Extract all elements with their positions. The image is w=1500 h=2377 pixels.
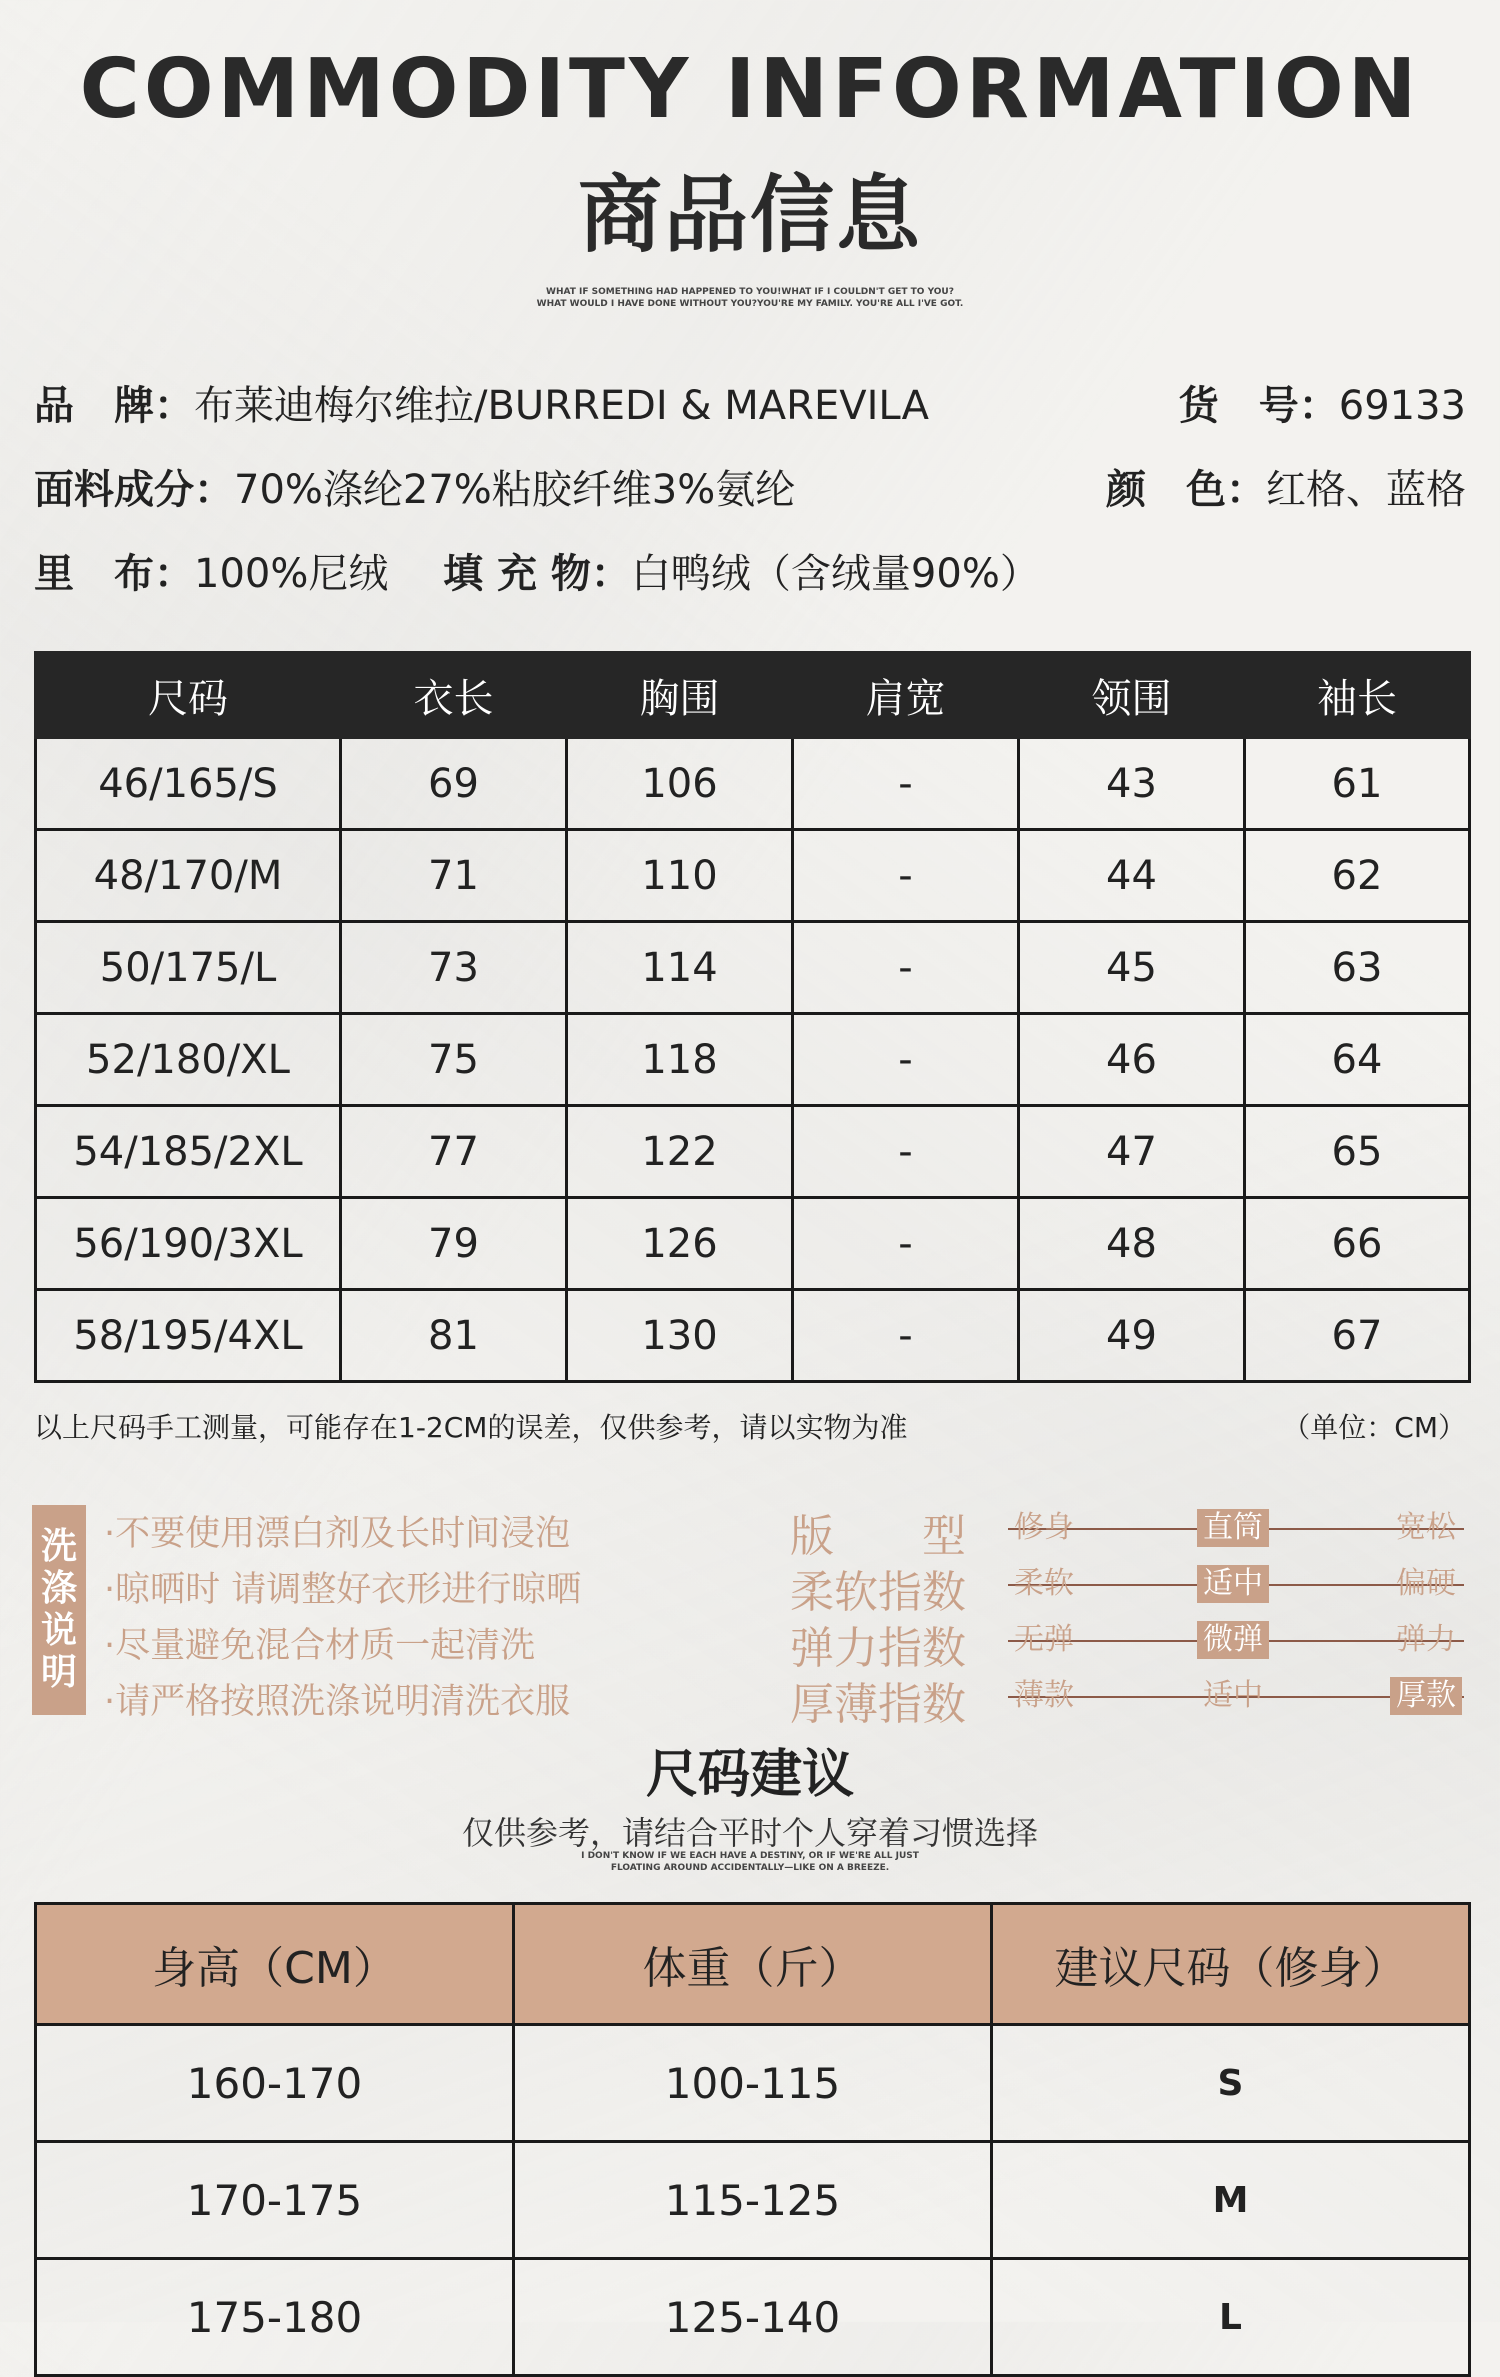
- cell-sleeve: 65: [1245, 1106, 1470, 1198]
- filling-value: 白鸭绒（含绒量90%）: [630, 551, 1040, 597]
- cell-shoulder: -: [793, 738, 1019, 830]
- index-label-softness: 柔软指数: [790, 1567, 966, 1618]
- sku-key: 货 号：: [1178, 383, 1339, 429]
- suggest-tagline: [0, 1850, 1500, 1874]
- table-row: [36, 2025, 1470, 2142]
- cell-size: 48/170/M: [36, 830, 341, 922]
- cell-weight: 125-140: [514, 2259, 992, 2376]
- wash-item: ·尽量避免混合材质一起清洗: [104, 1626, 536, 1666]
- cell-collar: 47: [1019, 1106, 1245, 1198]
- cell-chest: 118: [567, 1014, 793, 1106]
- index-option: 柔软: [1014, 1566, 1074, 1601]
- index-label-elasticity: 弹力指数: [790, 1623, 966, 1674]
- cell-chest: 122: [567, 1106, 793, 1198]
- header-length: 衣长: [341, 653, 567, 738]
- header-size: 尺码: [36, 653, 341, 738]
- table-row: [36, 1106, 1470, 1198]
- tagline-line-2: WHAT WOULD I HAVE DONE WITHOUT YOU?YOU'RE MY FAMILY. YOU'RE ALL I'VE GOT.: [536, 299, 964, 309]
- cell-collar: 43: [1019, 738, 1245, 830]
- header-chest: 胸围: [567, 653, 793, 738]
- cell-chest: 106: [567, 738, 793, 830]
- table-row: [36, 738, 1470, 830]
- cell-sleeve: 64: [1245, 1014, 1470, 1106]
- cell-size: 58/195/4XL: [36, 1290, 341, 1382]
- header-collar: 领围: [1019, 653, 1245, 738]
- cell-collar: 49: [1019, 1290, 1245, 1382]
- cell-sleeve: 61: [1245, 738, 1470, 830]
- cell-height: 170-175: [36, 2142, 514, 2259]
- cell-shoulder: -: [793, 1198, 1019, 1290]
- cell-length: 79: [341, 1198, 567, 1290]
- index-option: 直筒: [1197, 1509, 1269, 1547]
- header-sleeve: 袖长: [1245, 653, 1470, 738]
- cell-size: 54/185/2XL: [36, 1106, 341, 1198]
- header-shoulder: 肩宽: [793, 653, 1019, 738]
- cell-collar: 45: [1019, 922, 1245, 1014]
- wash-badge-char: 涤: [40, 1568, 77, 1609]
- wash-item: ·晾晒时 请调整好衣形进行晾晒: [104, 1570, 582, 1610]
- wash-badge-char: 明: [40, 1652, 77, 1693]
- header-weight: 体重（斤）: [514, 1904, 992, 2025]
- cell-weight: 100-115: [514, 2025, 992, 2142]
- cell-shoulder: -: [793, 1014, 1019, 1106]
- header-tagline: [0, 286, 1500, 310]
- cell-length: 77: [341, 1106, 567, 1198]
- cell-chest: 110: [567, 830, 793, 922]
- cell-size: 52/180/XL: [36, 1014, 341, 1106]
- lining-key: 里 布：: [34, 551, 194, 597]
- cell-shoulder: -: [793, 922, 1019, 1014]
- cell-size: 50/175/L: [36, 922, 341, 1014]
- size-table: [34, 651, 1471, 1383]
- index-label-thickness: 厚薄指数: [790, 1679, 966, 1730]
- table-row: [36, 830, 1470, 922]
- info-fabric: [34, 458, 795, 515]
- brand-value: 布莱迪梅尔维拉/BURREDI & MAREVILA: [194, 383, 929, 429]
- index-option: 厚款: [1390, 1677, 1462, 1715]
- cell-sleeve: 66: [1245, 1198, 1470, 1290]
- wash-badge-char: 说: [40, 1610, 77, 1651]
- cell-length: 69: [341, 738, 567, 830]
- info-color: [1106, 458, 1466, 515]
- wash-badge-char: 洗: [40, 1526, 77, 1567]
- lining-value: 100%尼绒: [194, 551, 389, 597]
- table-row: [36, 2142, 1470, 2259]
- cell-sleeve: 67: [1245, 1290, 1470, 1382]
- measure-note: 以上尺码手工测量，可能存在1-2CM的误差，仅供参考，请以实物为准: [34, 1411, 908, 1444]
- info-lining: [34, 542, 1040, 599]
- index-option: 修身: [1014, 1510, 1074, 1545]
- index-option: 无弹: [1014, 1622, 1074, 1657]
- cell-size: M: [992, 2142, 1470, 2259]
- page-title-cn: 商品信息: [577, 166, 922, 264]
- size-table-header: [36, 653, 1470, 738]
- wash-item: ·请严格按照洗涤说明清洗衣服: [104, 1682, 571, 1722]
- color-key: 颜 色：: [1106, 467, 1266, 513]
- wash-badge: [32, 1505, 86, 1715]
- cell-height: 160-170: [36, 2025, 514, 2142]
- table-row: [36, 1290, 1470, 1382]
- index-option: 适中: [1203, 1678, 1263, 1713]
- index-option: 宽松: [1396, 1510, 1456, 1545]
- brand-key: 品 牌：: [34, 383, 194, 429]
- cell-size: L: [992, 2259, 1470, 2376]
- cell-chest: 114: [567, 922, 793, 1014]
- info-brand: [34, 374, 929, 431]
- page-title-en: COMMODITY INFORMATION: [79, 42, 1421, 137]
- cell-collar: 48: [1019, 1198, 1245, 1290]
- cell-chest: 126: [567, 1198, 793, 1290]
- info-sku: [1179, 374, 1466, 431]
- index-option: 弹力: [1396, 1622, 1456, 1657]
- tagline-line-1: WHAT IF SOMETHING HAD HAPPENED TO YOU!WHAT IF I COULDN'T GET TO YOU?: [546, 287, 954, 297]
- header-height: 身高（CM）: [36, 1904, 514, 2025]
- table-row: [36, 2259, 1470, 2376]
- cell-size: 56/190/3XL: [36, 1198, 341, 1290]
- index-option: 微弹: [1197, 1621, 1269, 1659]
- cell-length: 71: [341, 830, 567, 922]
- table-row: [36, 1198, 1470, 1290]
- table-row: [36, 1014, 1470, 1106]
- cell-weight: 115-125: [514, 2142, 992, 2259]
- unit-label: （单位：CM）: [1282, 1411, 1466, 1444]
- cell-length: 81: [341, 1290, 567, 1382]
- cell-length: 73: [341, 922, 567, 1014]
- sku-value: 69133: [1338, 383, 1466, 429]
- cell-length: 75: [341, 1014, 567, 1106]
- fabric-value: 70%涤纶27%粘胶纤维3%氨纶: [234, 467, 796, 513]
- table-row: [36, 922, 1470, 1014]
- suggest-tagline-1: I DON'T KNOW IF WE EACH HAVE A DESTINY, OR IF WE'RE ALL JUST: [581, 1851, 919, 1861]
- cell-shoulder: -: [793, 1290, 1019, 1382]
- cell-shoulder: -: [793, 1106, 1019, 1198]
- suggest-title: 尺码建议: [645, 1745, 854, 1805]
- cell-size: S: [992, 2025, 1470, 2142]
- index-option: 薄款: [1014, 1678, 1074, 1713]
- recommend-table: [34, 1902, 1471, 2377]
- cell-height: 175-180: [36, 2259, 514, 2376]
- cell-collar: 46: [1019, 1014, 1245, 1106]
- wash-item: ·不要使用漂白剂及长时间浸泡: [104, 1514, 571, 1554]
- cell-sleeve: 63: [1245, 922, 1470, 1014]
- color-value: 红格、蓝格: [1266, 467, 1466, 513]
- index-label-fit: 版 型: [790, 1511, 966, 1562]
- index-option: 偏硬: [1396, 1566, 1456, 1601]
- cell-size: 46/165/S: [36, 738, 341, 830]
- index-option: 适中: [1197, 1565, 1269, 1603]
- recommend-header: [36, 1904, 1470, 2025]
- cell-sleeve: 62: [1245, 830, 1470, 922]
- filling-key: 填 充 物：: [443, 551, 631, 597]
- cell-chest: 130: [567, 1290, 793, 1382]
- suggest-subtitle: 仅供参考，请结合平时个人穿着习惯选择: [461, 1814, 1038, 1852]
- fabric-key: 面料成分：: [34, 467, 234, 513]
- cell-collar: 44: [1019, 830, 1245, 922]
- header-recommended-size: 建议尺码（修身）: [992, 1904, 1470, 2025]
- cell-shoulder: -: [793, 830, 1019, 922]
- suggest-tagline-2: FLOATING AROUND ACCIDENTALLY—LIKE ON A BREEZE.: [610, 1863, 890, 1873]
